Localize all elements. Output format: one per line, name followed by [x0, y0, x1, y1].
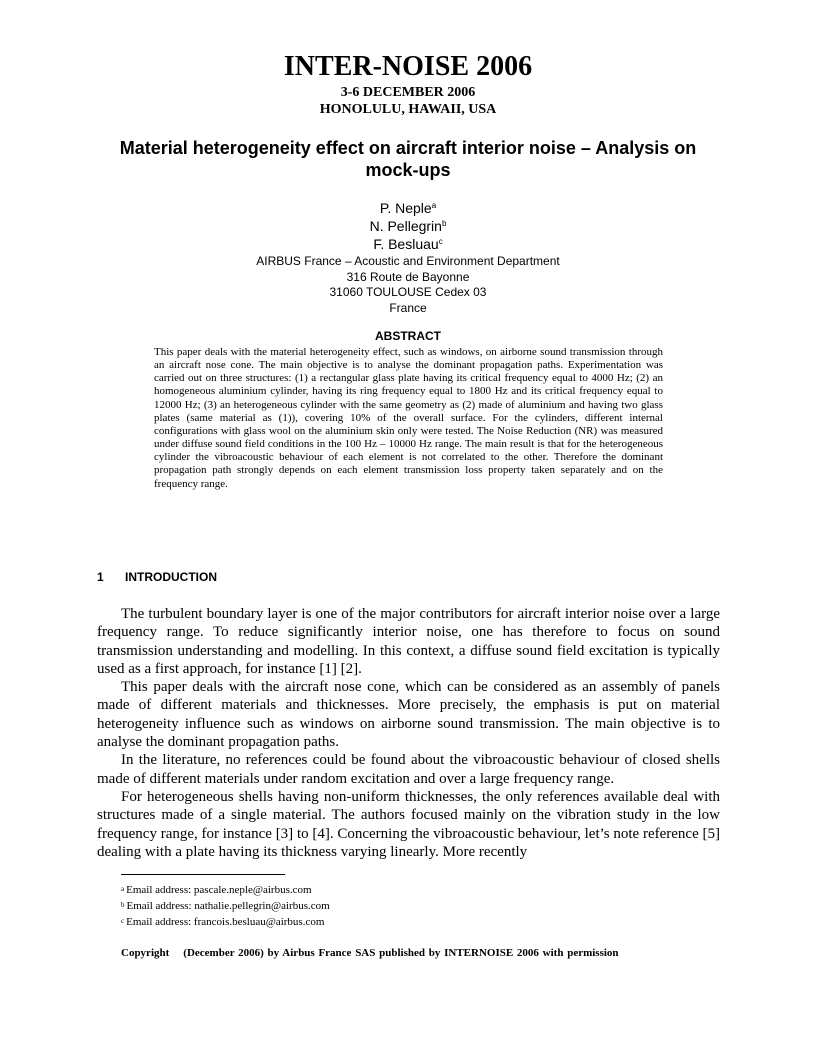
section-number: 1	[97, 570, 104, 584]
conference-location: HONOLULU, HAWAII, USA	[319, 102, 497, 117]
copyright-text: (December 2006) by Airbus France SAS published by INTERNOISE 2006 with permission	[183, 947, 619, 959]
section-title: INTRODUCTION	[125, 570, 217, 584]
body-paragraph: This paper deals with the aircraft nose cone, which can be considered as an assembly of panels made of different materials and thicknesses. More precisely, the emphasis is put on material heterogeneity influence such as windows on airborne sound transmission. The main objective is to analyse the dominant propagation paths.	[97, 679, 720, 751]
section-heading	[97, 570, 217, 585]
footnote-text: Email address: pascale.neple@airbus.com	[126, 884, 312, 896]
footnotes	[121, 882, 330, 930]
paper-title: Material heterogeneity effect on aircraft interior noise – Analysis on mock-ups	[119, 138, 697, 180]
introduction-body	[97, 605, 720, 861]
footnote-item	[121, 914, 330, 930]
body-paragraph: In the literature, no references could be found about the vibroacoustic behaviour of closed shells made of different materials under random excitation and over a large frequency range.	[97, 752, 720, 787]
author-name: N. Pellegrin	[369, 218, 442, 234]
affiliation-line: 31060 TOULOUSE Cedex 03	[329, 285, 487, 299]
copyright-label: Copyright	[121, 947, 170, 959]
footnote-mark: b	[121, 901, 125, 909]
footnote-item	[121, 898, 330, 914]
footnote-text: Email address: nathalie.pellegrin@airbus.com	[126, 900, 330, 912]
conference-dates: 3-6 DECEMBER 2006	[340, 85, 476, 100]
conference-name: INTER-NOISE 2006	[283, 51, 533, 82]
footnote-mark: a	[121, 885, 125, 893]
author-name: P. Neple	[379, 200, 432, 216]
author-entry	[0, 235, 816, 253]
affiliation-block	[0, 254, 816, 316]
author-footnote-mark: a	[431, 201, 437, 210]
footnote-divider	[121, 874, 285, 875]
author-footnote-mark: c	[438, 237, 443, 246]
footnote-text: Email address: francois.besluau@airbus.com	[126, 916, 325, 928]
abstract-text: This paper deals with the material heterogeneity effect, such as windows, on airborne sound transmission through an aircraft nose cone. The main objective is to analyse the dominant propagation paths. Experimentation was carried out on three structures: (1) a rectangular glass plate having its critical frequency equal to 4000 Hz; (2) an homogeneous aluminium cylinder, having its ring frequency equal to 1800 Hz and its critical frequency equal to 12000 Hz; (3) an heterogeneous cylinder with the same geometry as (2) made of aluminium and having two glass plates (same material as (1)), covering 10% of the overall surface. For the cylinders, different internal configurations with glass wool on the aluminium skin only were tested. The Noise Reduction (NR) was measured under diffuse sound field conditions in the 100 Hz – 10000 Hz range. The main result is that for the heterogeneous cylinder the vibroacoustic behaviour of each element is not correlated to the other. Therefore the dominant propagation path strongly depends on each element transmission loss property taken separately and on the frequency range.	[154, 346, 663, 490]
author-list	[0, 199, 816, 253]
author-footnote-mark: b	[441, 219, 447, 228]
body-paragraph: For heterogeneous shells having non-uniform thicknesses, the only references available deal with structures made of a single material. The authors focused mainly on the vibration study in the low frequency range, for instance [3] to [4]. Concerning the vibroacoustic behaviour, let’s note reference [5] dealing with a plate having its thickness varying linearly. More recently	[97, 788, 720, 860]
affiliation-line: 316 Route de Bayonne	[346, 269, 470, 284]
author-name: F. Besluau	[373, 236, 439, 252]
footnote-item	[121, 882, 330, 898]
affiliation-line: France	[389, 300, 427, 315]
author-entry	[0, 217, 816, 235]
abstract-heading: ABSTRACT	[375, 329, 441, 343]
footnote-mark: c	[121, 917, 125, 925]
affiliation-line: AIRBUS France – Acoustic and Environment Department	[256, 254, 560, 268]
copyright-line	[121, 946, 619, 961]
body-paragraph: The turbulent boundary layer is one of the major contributors for aircraft interior noise over a large frequency range. To reduce significantly interior noise, one has therefore to focus on sound transmission understanding and modelling. In this context, a diffuse sound field excitation is typically used as a first approach, for instance [1] [2].	[97, 606, 720, 677]
author-entry	[0, 199, 816, 217]
